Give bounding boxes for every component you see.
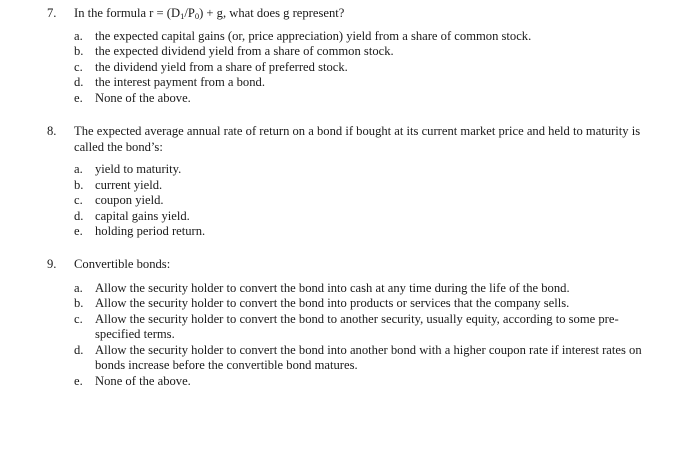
question-9-option-d: d. Allow the security holder to convert the bond into another bond with a higher coupon rate if interest rates on bonds increase before the convertible bond matures. xyxy=(74,342,642,372)
question-8-option-b: b. current yield. xyxy=(74,177,163,192)
question-7-stem xyxy=(47,6,647,22)
question-8-number: 8. xyxy=(47,124,57,138)
question-7-option-e: e. None of the above. xyxy=(74,90,191,105)
question-7-stem-text: In the formula $r = (D_1/P_0) + g$, what does g represent? xyxy=(74,6,345,21)
question-9 xyxy=(47,257,647,389)
question-8-option-a: a. yield to maturity. xyxy=(74,162,182,176)
question-8-option-d: d. capital gains yield. xyxy=(74,208,190,223)
question-7-option-b: b. the expected dividend yield from a share of common stock. xyxy=(74,44,394,58)
question-8-stem-text: The expected average annual rate of return on a bond if bought at its current market price and held to maturity is called the bond’s: xyxy=(74,124,641,154)
question-9-option-c: c. Allow the security holder to convert the bond to another security, usually equity, according to some pre-specified terms. xyxy=(74,311,619,341)
question-9-stem xyxy=(47,257,647,273)
question-9-options xyxy=(74,281,647,390)
question-7-option-a: a. the expected capital gains (or, price appreciation) yield from a share of common stock. xyxy=(74,28,532,43)
question-8-stem xyxy=(47,124,647,155)
question-8-option-c: c. coupon yield. xyxy=(74,193,164,207)
question-9-option-b: b. Allow the security holder to convert the bond into products or services that the company sells. xyxy=(74,296,570,310)
question-7 xyxy=(47,6,647,106)
question-7-option-c: c. the dividend yield from a share of preferred stock. xyxy=(74,59,348,74)
question-8 xyxy=(47,124,647,240)
question-9-option-e: e. None of the above. xyxy=(74,373,191,388)
question-7-options xyxy=(74,29,647,107)
question-8-option-e: e. holding period return. xyxy=(74,224,206,238)
question-7-number: 7. xyxy=(47,6,57,20)
question-9-option-a: a. Allow the security holder to convert the bond into cash at any time during the life of the bond. xyxy=(74,280,570,295)
question-7-option-d: d. the interest payment from a bond. xyxy=(74,75,265,89)
question-8-options xyxy=(74,162,647,240)
question-9-number: 9. xyxy=(47,257,57,271)
question-9-stem-text: Convertible bonds: xyxy=(74,257,171,271)
